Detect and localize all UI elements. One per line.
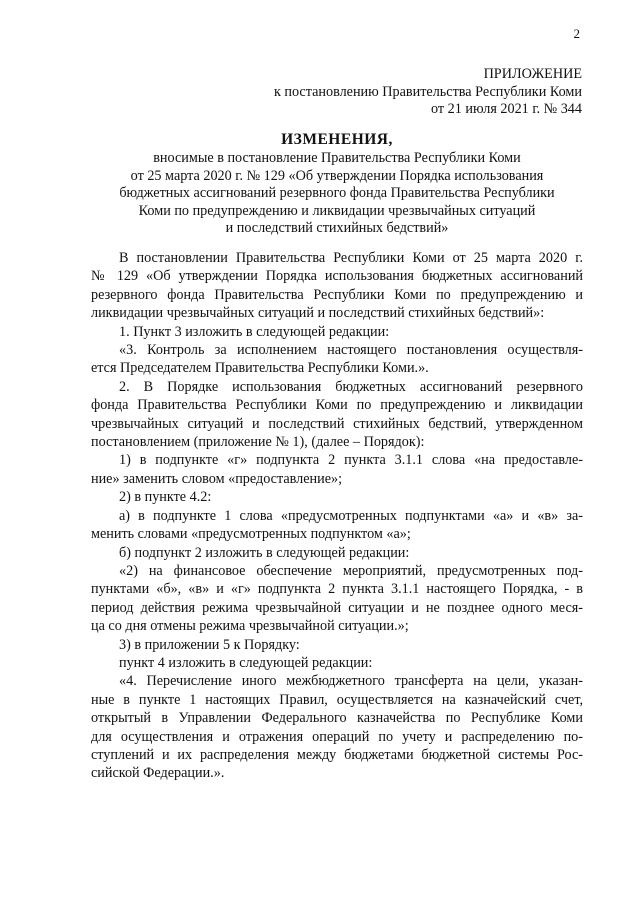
body-line: а) в подпункте 1 слова «предусмотренных подпунктами «а» и «в» за- [119,507,583,524]
appendix-reference: к постановлению Правительства Республики Коми [273,83,582,100]
subtitle-line: бюджетных ассигнований резервного фонда Правительства Республики [119,185,555,201]
subtitle-line: от 25 марта 2020 г. № 129 «Об утверждении Порядка использования [130,167,544,184]
body-line: ется Председателем Правительства Республики Коми.». [91,360,429,377]
body-line: 1. Пункт 3 изложить в следующей редакции: [119,323,390,340]
body-line: В постановлении Правительства Республики Коми от 25 марта 2020 г. [119,250,583,266]
body-line: ние» заменить словом «предоставление»; [91,470,343,487]
body-line: 2. В Порядке использования бюджетных ассигнований резервного [119,378,583,395]
body-line: ликвидации чрезвычайных ситуаций и последствий стихийных бедствий»: [91,305,545,322]
body-line: «2) на финансовое обеспечение мероприятий, предусмотренных под- [119,562,583,579]
appendix-header [274,66,582,119]
body-line: б) подпункт 2 изложить в следующей редакции: [119,544,410,561]
appendix-date: от 21 июля 2021 г. № 344 [431,101,582,117]
body-line: для осуществления и отражения операций по учету и распределению по- [91,728,583,745]
body-line: ца со дня отмены режима чрезвычайной ситуации.»; [91,618,409,635]
subtitle-line: вносимые в постановление Правительства Республики Коми [153,150,521,166]
body-line: «3. Контроль за исполнением настоящего постановления осуществля- [119,342,583,359]
body-line: № 129 «Об утверждении Порядка использования бюджетных ассигнований [91,268,583,285]
body-line: ступлений и их распределения между бюджетами бюджетной системы Рос- [91,746,583,763]
subtitle-line: и последствий стихийных бедствий» [225,220,449,236]
body-line: постановлением (приложение № 1), (далее – Порядок): [91,434,425,451]
appendix-label: ПРИЛОЖЕНИЕ [483,66,582,82]
body-line: сийской Федерации.». [91,765,225,782]
document-title: ИЗМЕНЕНИЯ, [281,131,393,148]
document-title-block [92,130,582,238]
body-line: период действия режима чрезвычайной ситуации и не позднее одного меся- [91,599,583,616]
body-line: 3) в приложении 5 к Порядку: [119,636,300,653]
body-line: пункт 4 изложить в следующей редакции: [119,654,373,671]
body-line: менить словами «предусмотренных подпунктом «а»; [91,526,411,543]
body-line: 1) в подпункте «г» подпункта 2 пункта 3.1.1 слова «на предоставле- [119,452,583,469]
document-body [91,249,583,783]
body-line: 2) в пункте 4.2: [119,489,212,506]
body-line: открытый в Управлении Федерального казначейства по Республике Коми [91,710,583,727]
body-line: фонда Правительства Республики Коми по предупреждению и ликвидации [91,397,583,414]
body-line: пунктами «б», «в» и «г» подпункта 2 пункта 3.1.1 настоящего Порядка, - в [91,581,583,598]
body-line: «4. Перечисление иного межбюджетного трансферта на цели, указан- [119,673,583,690]
body-line: резервного фонда Правительства Республики Коми по предупреждению и [91,286,583,303]
document-subtitle [92,150,582,238]
body-line: чрезвычайных ситуаций и последствий стихийных бедствий, утвержденном [91,415,583,432]
page-number: 2 [573,26,580,41]
body-line: ные в пункте 1 настоящих Правил, осуществляется на казначейский счет, [91,691,583,708]
subtitle-line: Коми по предупреждению и ликвидации чрезвычайных ситуаций [138,202,536,219]
